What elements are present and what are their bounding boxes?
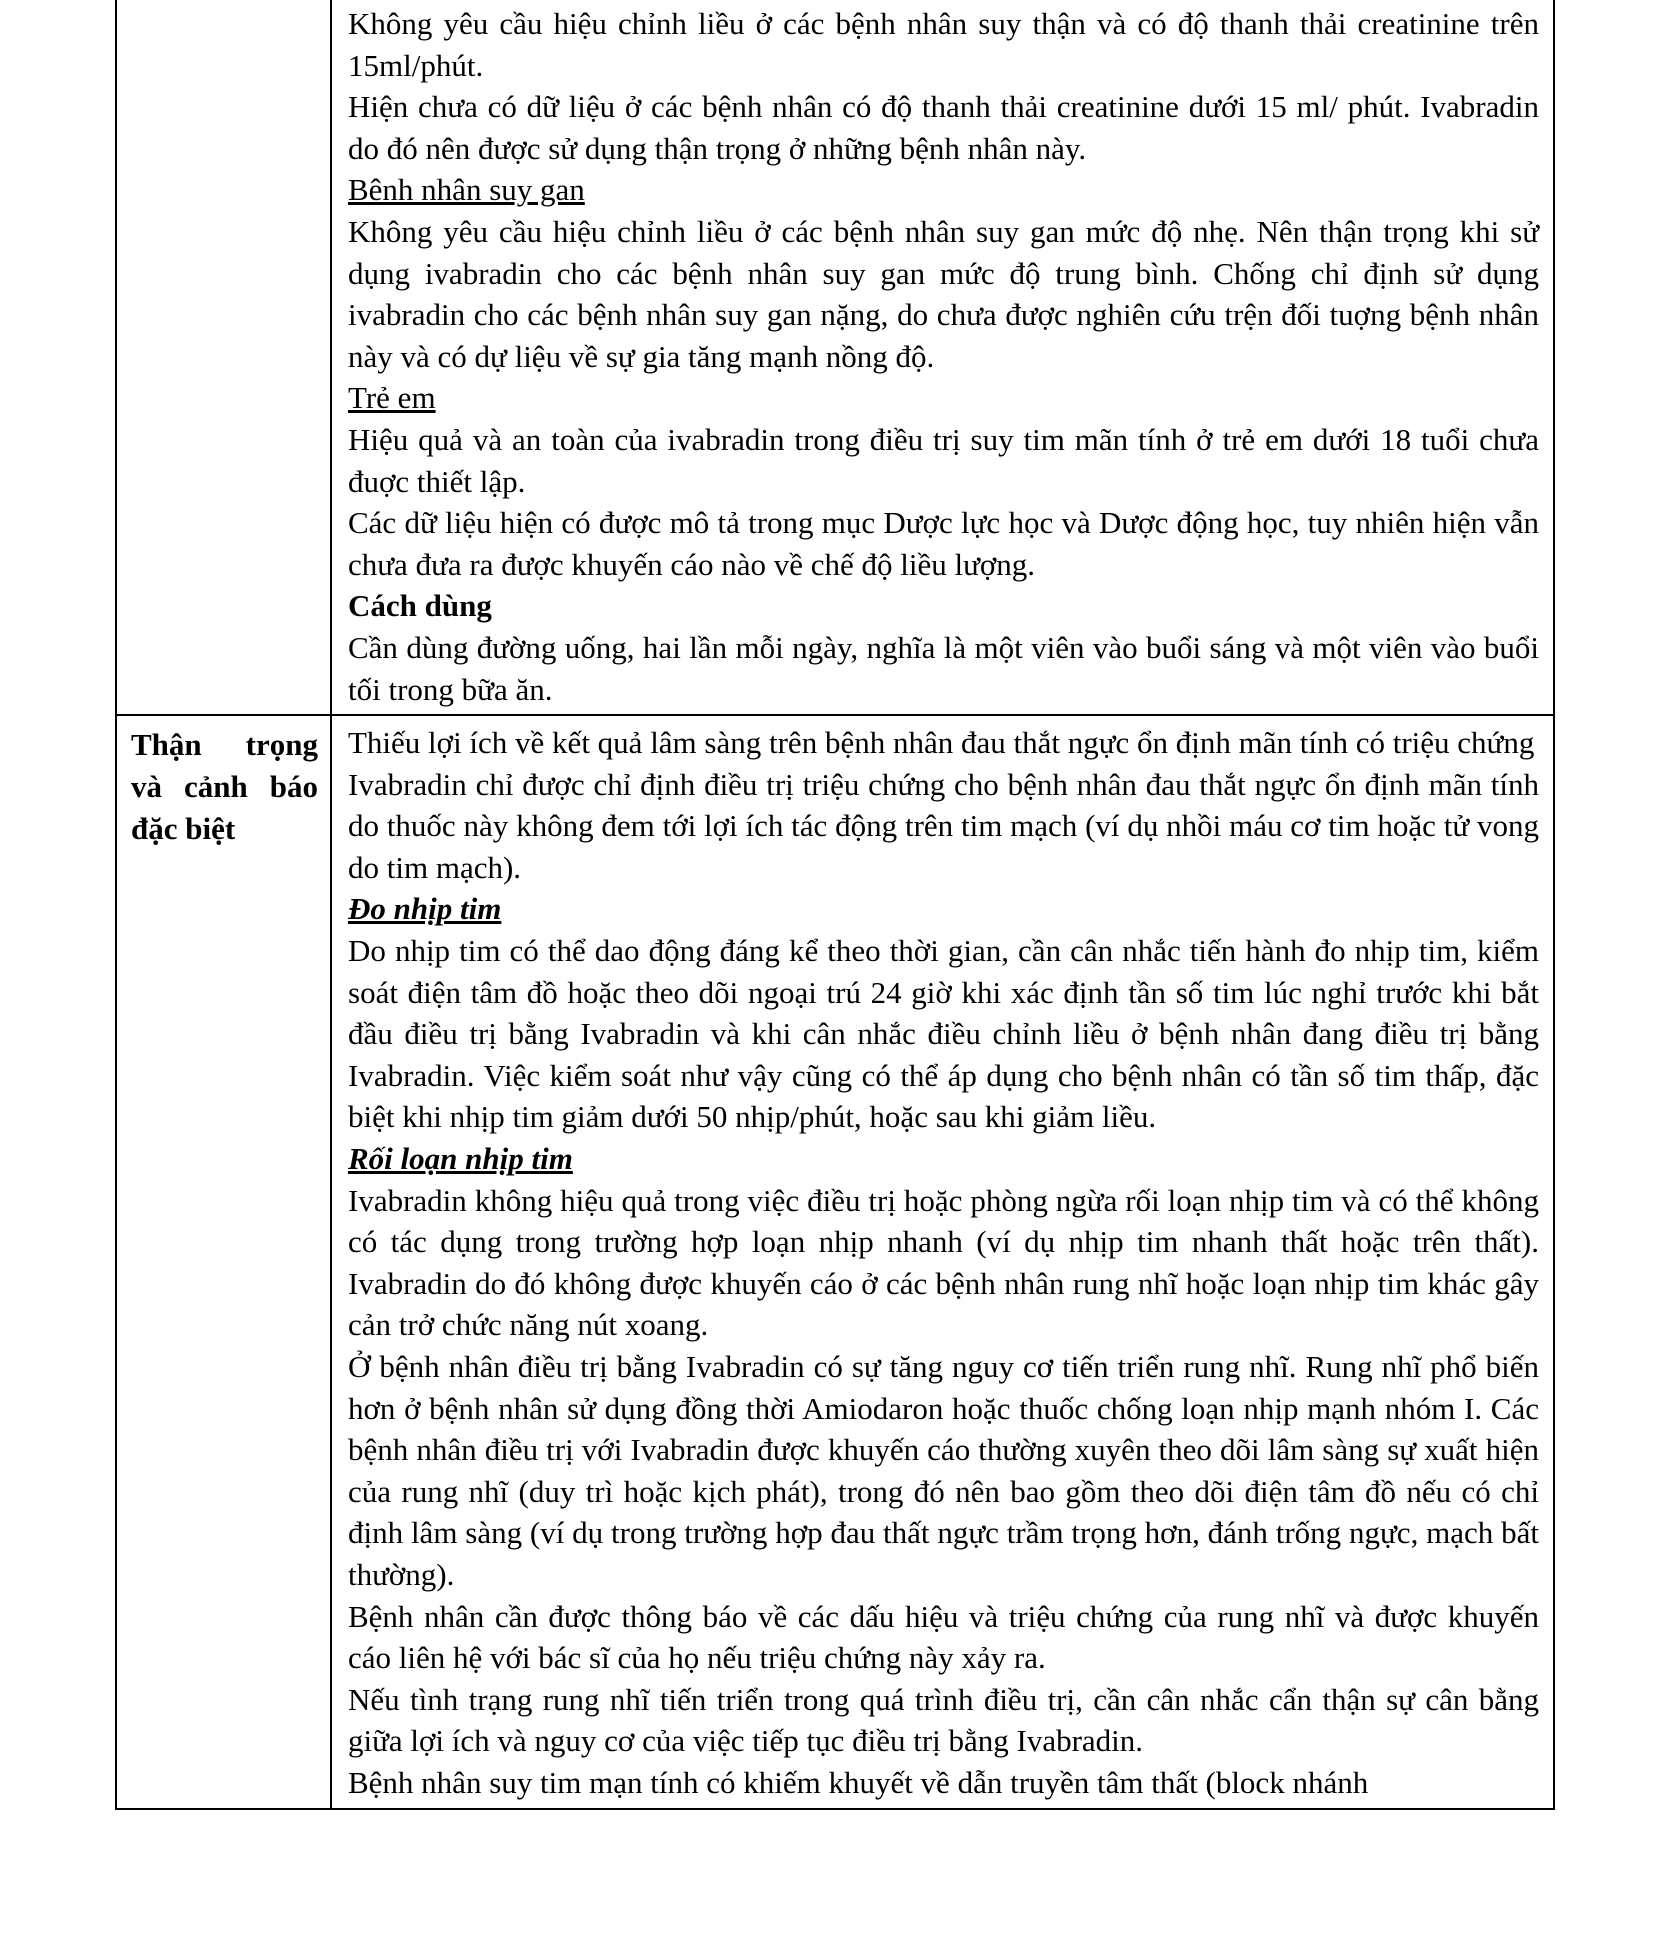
row-label-cell-empty bbox=[116, 0, 331, 715]
table-row-precautions bbox=[116, 715, 1554, 1808]
paragraph-list-row1 bbox=[348, 3, 1539, 710]
row-content-cell-precautions bbox=[331, 715, 1554, 1808]
section-heading: Bênh nhân suy gan bbox=[348, 172, 585, 208]
body-paragraph: Hiệu quả và an toàn của ivabradin trong điều trị suy tim mãn tính ở trẻ em dưới 18 tuổi chưa đuợc thiết lập. bbox=[348, 421, 1539, 499]
body-paragraph: Không yêu cầu hiệu chỉnh liều ở các bệnh nhân suy thận và có độ thanh thải creatinine trên 15ml/phút. bbox=[348, 6, 1539, 83]
body-paragraph: Ở bệnh nhân điều trị bằng Ivabradin có sự tăng nguy cơ tiến triển rung nhĩ. Rung nhĩ phổ biến hơn ở bệnh nhân sử dụng đồng thời Amiodaron hoặc thuốc chống loạn nhịp mạnh nhóm I. Các bệnh nhân điều trị với Ivabradin được khuyến cáo thường xuyên theo dõi lâm sàng sự xuất hiện của rung nhĩ (duy trì hoặc kịch phát), trong đó nên bao gồm theo dõi điện tâm đồ nếu có chỉ định lâm sàng (ví dụ trong trường hợp đau thất ngực trầm trọng hơn, đánh trống ngực, mạch bất thường). bbox=[348, 1349, 1539, 1592]
body-paragraph: Các dữ liệu hiện có được mô tả trong mục Dược lực học và Dược động học, tuy nhiên hiện vẫn chưa đưa ra được khuyến cáo nào về chế độ liều lượng. bbox=[348, 505, 1539, 582]
section-heading: Trẻ em bbox=[348, 380, 436, 416]
table-row-dosage bbox=[116, 0, 1554, 715]
body-paragraph: Không yêu cầu hiệu chỉnh liều ở các bệnh nhân suy gan mức độ nhẹ. Nên thận trọng khi sử dụng ivabradin cho các bệnh nhân suy gan mức độ trung bình. Chống chỉ định sử dụng ivabradin cho các bệnh nhân suy gan nặng, do chưa được nghiên cứu trện đối tuợng bệnh nhân này và có dự liệu về sự gia tăng mạnh nồng độ. bbox=[348, 213, 1539, 374]
section-heading: Cách dùng bbox=[348, 588, 492, 624]
body-paragraph: Ivabradin không hiệu quả trong việc điều trị hoặc phòng ngừa rối loạn nhịp tim và có thể không có tác dụng trong trường hợp loạn nhịp nhanh (ví dụ nhịp tim nhanh thất hoặc trên thất). Ivabradin do đó không được khuyến cáo ở các bệnh nhân rung nhĩ hoặc loạn nhịp tim khác gây cản trở chức năng nút xoang. bbox=[348, 1182, 1539, 1343]
body-paragraph: Nếu tình trạng rung nhĩ tiến triển trong quá trình điều trị, cần cân nhắc cẩn thận sự cân bằng giữa lợi ích và nguy cơ của việc tiếp tục điều trị bằng Ivabradin. bbox=[348, 1681, 1539, 1759]
document-table bbox=[115, 0, 1555, 1810]
body-paragraph: Cần dùng đường uống, hai lần mỗi ngày, nghĩa là một viên vào buổi sáng và một viên vào buổi tối trong bữa ăn. bbox=[348, 629, 1539, 707]
paragraph-list-row2 bbox=[348, 722, 1539, 1803]
body-paragraph: Ivabradin chỉ được chỉ định điều trị triệu chứng cho bệnh nhân đau thắt ngực ổn định mãn tính do thuốc này không đem tới lợi ích tác động trên tim mạch (ví dụ nhồi máu cơ tim hoặc tử vong do tim mạch). bbox=[348, 766, 1539, 885]
section-heading: Rối loạn nhịp tim bbox=[348, 1141, 573, 1177]
body-paragraph: Bệnh nhân cần được thông báo về các dấu hiệu và triệu chứng của rung nhĩ và được khuyến cáo liên hệ với bác sĩ của họ nếu triệu chứng này xảy ra. bbox=[348, 1598, 1539, 1676]
section-heading: Đo nhịp tim bbox=[348, 891, 502, 927]
row-content-cell-dosage bbox=[331, 0, 1554, 715]
body-paragraph: Hiện chưa có dữ liệu ở các bệnh nhân có độ thanh thải creatinine dưới 15 ml/ phút. Ivabradin do đó nên được sử dụng thận trọng ở những bệnh nhân này. bbox=[348, 89, 1539, 166]
row-label-line: Thận trọng bbox=[131, 727, 318, 763]
row-label-cell-precautions bbox=[116, 715, 331, 1808]
body-paragraph: Bệnh nhân suy tim mạn tính có khiếm khuyết về dẫn truyền tâm thất (block nhánh bbox=[348, 1764, 1369, 1800]
row-label-line: đặc biệt bbox=[131, 811, 236, 847]
body-paragraph: Do nhịp tim có thể dao động đáng kể theo thời gian, cần cân nhắc tiến hành đo nhịp tim, kiểm soát điện tâm đồ hoặc theo dõi ngoại trú 24 giờ khi xác định tần số tim lúc nghỉ trước khi bắt đầu điều trị bằng Ivabradin và khi cân nhắc điều chỉnh liều ở bệnh nhân đang điều trị bằng Ivabradin. Việc kiểm soát như vậy cũng có thể áp dụng cho bệnh nhân có tần số tim thấp, đặc biệt khi nhịp tim giảm dưới 50 nhịp/phút, hoặc sau khi giảm liều. bbox=[348, 933, 1539, 1135]
body-paragraph: Thiếu lợi ích về kết quả lâm sàng trên bệnh nhân đau thắt ngực ổn định mãn tính có triệu chứng bbox=[348, 725, 1535, 761]
row-label-line: và cảnh báo bbox=[131, 769, 318, 805]
